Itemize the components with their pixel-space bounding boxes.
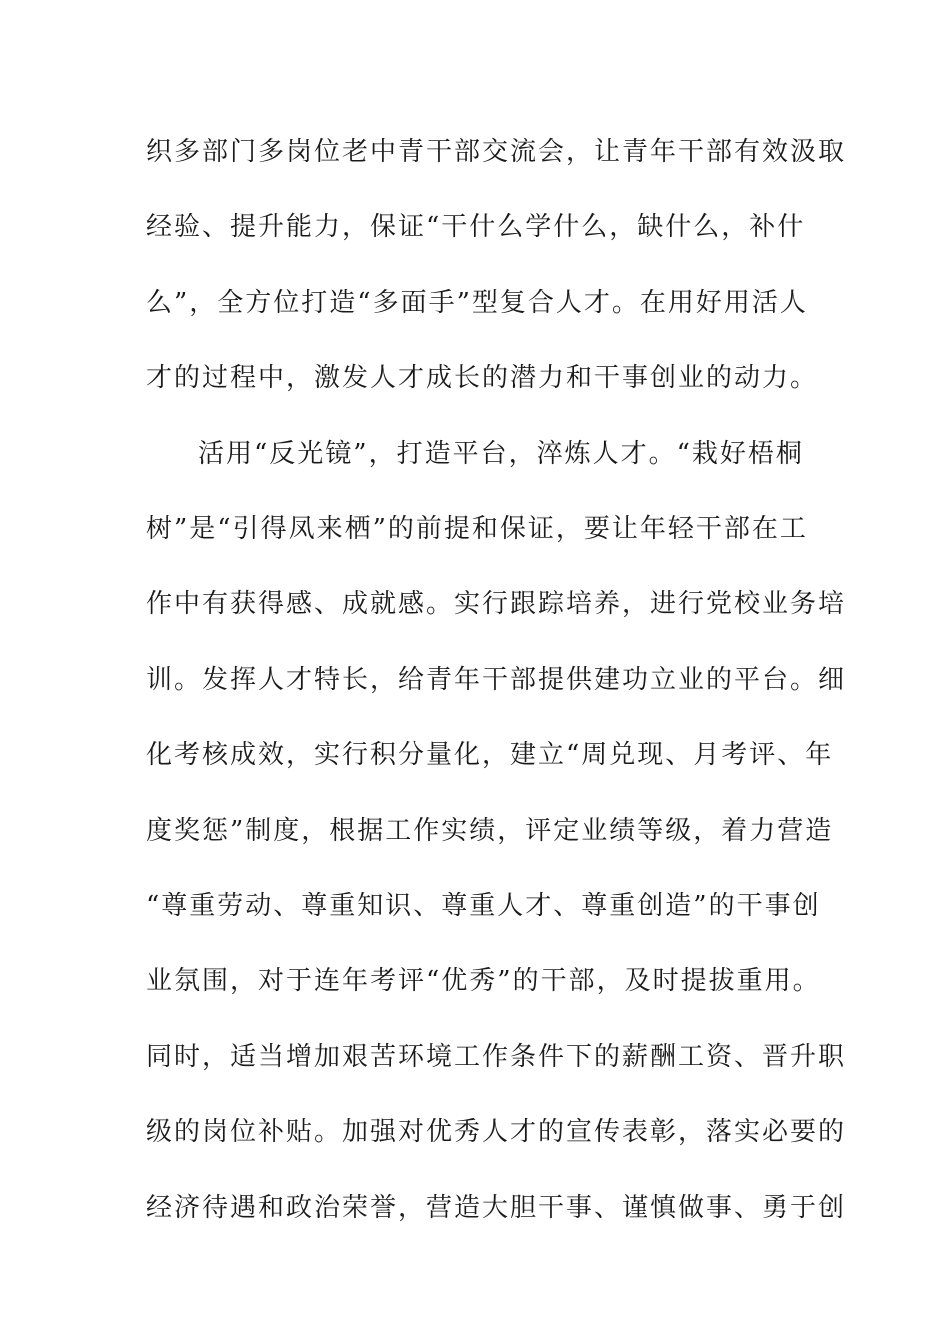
text-line: 经济待遇和政治荣誉，营造大胆干事、谨慎做事、勇于创 xyxy=(146,1193,847,1223)
text-line: 化考核成效，实行积分量化，建立“周兑现、月考评、年 xyxy=(146,740,834,770)
text-line: 训。发挥人才特长，给青年干部提供建功立业的平台。细 xyxy=(146,665,847,695)
text-line: 么”，全方位打造“多面手”型复合人才。在用好用活人 xyxy=(146,288,808,318)
text-line: 树”是“引得凤来栖”的前提和保证，要让年轻干部在工 xyxy=(146,514,808,544)
text-line: 作中有获得感、成就感。实行跟踪培养，进行党校业务培 xyxy=(146,589,847,619)
text-line: 经验、提升能力，保证“干什么学什么，缺什么，补什 xyxy=(146,212,806,242)
text-line: 级的岗位补贴。加强对优秀人才的宣传表彰，落实必要的 xyxy=(146,1117,847,1147)
text-line: 业氛围，对于连年考评“优秀”的干部，及时提拔重用。 xyxy=(146,966,821,996)
paragraph-first-line: 活用“反光镜”，打造平台，淬炼人才。“栽好梧桐 xyxy=(198,439,804,469)
text-line: 织多部门多岗位老中青干部交流会，让青年干部有效汲取 xyxy=(146,137,847,167)
text-line: “尊重劳动、尊重知识、尊重人才、尊重创造”的干事创 xyxy=(146,891,821,921)
text-line: 度奖惩”制度，根据工作实绩，评定业绩等级，着力营造 xyxy=(146,816,834,846)
text-line: 才的过程中，激发人才成长的潜力和干事创业的动力。 xyxy=(146,363,819,393)
text-line: 同时，适当增加艰苦环境工作条件下的薪酬工资、晋升职 xyxy=(146,1042,847,1072)
